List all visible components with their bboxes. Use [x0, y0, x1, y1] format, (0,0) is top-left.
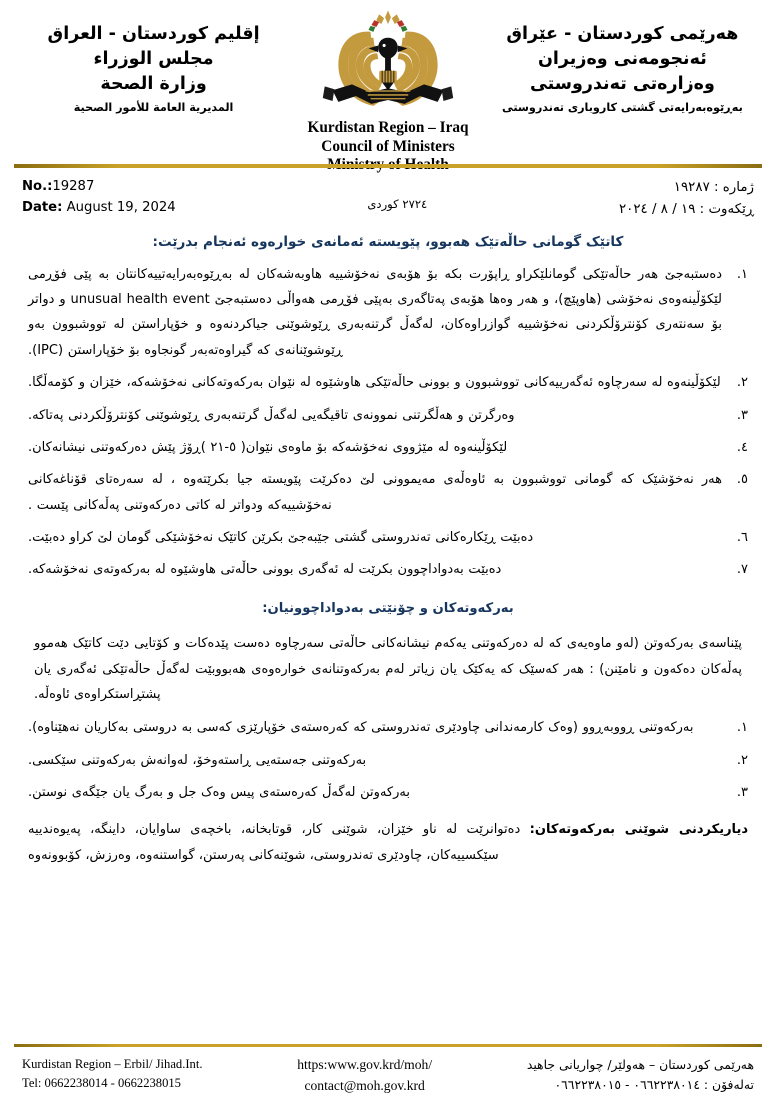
- contact-settings-text: دەتوانرێت له ناو خێزان، شوێنی کار، قوتابخانه، باخچەی ساوایان، داینگە، پەیوەندییه سێکسییەکان، چاودێری تەندروستی، شوێنەکانی پەرستن، گواستنەوە، وەرزش، کۆبوونەوە: [28, 822, 530, 863]
- list-item-number: ٦.: [736, 529, 748, 545]
- list-item-text: هەر نەخۆشێک که گومانی تووشبوون به ئاوەڵەی مەیموونی لێ دەکرێت پێویسته جیا بکرێتەوە ، له سەرەتای قۆناغەکانی نەخۆشییەکه ودواتر له کاتی دەرکەوتنی پەڵەکانی پێست .: [28, 472, 722, 513]
- list-item-text: دەبێت ڕێکارەکانی تەندروستی گشتی جێبەجێ بکرێن کاتێک نەخۆشێکی گومان لێ کراو دەبێت.: [28, 529, 534, 545]
- letterhead-arabic-block: [26, 8, 281, 116]
- letterhead-kurdish-block: [495, 8, 750, 116]
- list-item: [28, 262, 748, 363]
- meta-english: [22, 177, 176, 218]
- list-item-number: ٣.: [736, 785, 748, 801]
- list-item: [28, 715, 748, 740]
- reference-date-row: [0, 168, 776, 220]
- list-item-number: ٥.: [736, 472, 748, 488]
- list-item-text: لێکۆڵینەوە له سەرچاوه ئەگەرییەکانی تووشبوون و بوونی حاڵەتێکی هاوشێوه له نێوان بەرکەوتەکانی نەخۆشەکه، خێزان و کۆمەڵگا.: [28, 375, 721, 391]
- list-item: [28, 557, 748, 582]
- letterhead-kurdish-council: ئەنجومەنی وەزیران: [537, 48, 707, 69]
- list-item-text: لێکۆڵینەوە له مێژووی نەخۆشەکه بۆ ماوەی نێوان( ٥-٢١ )ڕۆژ پێش دەرکەوتنی نیشانەکان.: [28, 439, 508, 455]
- reference-number-value: 19287: [52, 179, 95, 194]
- emblem-title-line2: Council of Ministers: [321, 137, 455, 155]
- letterhead-kurdish-directorate: بەڕێوەبەرایەتی گشتی کاروباری تەندروستی: [502, 100, 743, 114]
- footer-address-line-ku: هەرێمی کوردستان – هەولێر/ چواریانی جاهید: [526, 1057, 754, 1073]
- list-item: [28, 467, 748, 518]
- page-title: کاتێک گومانی حاڵەتێک هەبوو، پێویسته ئەمانەی خوارەوە ئەنجام بدرێت:: [152, 234, 624, 251]
- reference-number-ku: ژماره : ١٩٢٨٧: [673, 180, 754, 195]
- list-item: [28, 435, 748, 460]
- list-item-number: ١.: [736, 720, 748, 736]
- contact-settings-paragraph: [28, 817, 748, 868]
- letterhead: [0, 0, 776, 160]
- letterhead-kurdish-ministry: وەزارەتی تەندروستی: [529, 73, 715, 94]
- list-item-number: ١.: [736, 266, 748, 282]
- list-item: [28, 780, 748, 805]
- letterhead-arabic-region: إقليم كوردستان - العراق: [47, 24, 260, 44]
- contact-definition-paragraph: پێناسەی بەرکەوتن (لەو ماوەیەی که له دەرکەوتنی یەکەم نیشانەکانی حاڵەتی سەرچاوه دەست پێدەکات و کۆتایی دێت کاتێک هەموو پەڵەکان دەکەون و نامێنن) : هەر کەسێک که یەکێک یان زیاتر لەم بەرکەوتنانەی خوارەوەی هەبووبێت لەگەڵ حاڵەتێکی ئەگەری یان پشتڕاستکراوەی ئاوەڵە.: [34, 636, 742, 703]
- footer-address-line: Kurdistan Region – Erbil/ Jihad.Int.: [22, 1057, 203, 1072]
- list-item-text: دەبێت بەدواداچوون بکرێت له ئەگەری بوونی حاڵەتی هاوشێوە له بەرکەوتەی نەخۆشەکه.: [28, 562, 502, 578]
- footer: [0, 1044, 776, 1100]
- letterhead-arabic-directorate: المديرية العامة للأمور الصحية: [73, 100, 234, 114]
- section-heading-contacts: بەرکەوتەکان و چۆنێتی بەدواداچوونیان:: [262, 600, 514, 616]
- contact-type-list: [28, 715, 748, 805]
- list-item: [28, 525, 748, 550]
- reference-number-en: [22, 177, 176, 198]
- document-date-ku: ڕێکەوت : ١٩ / ٨ / ٢٠٢٤: [618, 201, 754, 217]
- list-item-text: بەرکەوتنی ڕووبەڕوو (وەک کارمەندانی چاودێری تەندروستی که کەرەستەی خۆپارێزی کەسی به دروستی بەکاریان نەهێناوه).: [28, 720, 694, 736]
- kurdistan-eagle-emblem-icon: [315, 8, 461, 118]
- letterhead-kurdish-region: هەرێمی کوردستان - عێراق: [506, 24, 739, 44]
- letterhead-arabic-ministry: وزارة الصحة: [100, 73, 207, 94]
- reference-number-label: No.:: [22, 179, 53, 194]
- document-date-label: Date:: [22, 199, 63, 215]
- footer-email-link[interactable]: contact@moh.gov.krd: [304, 1077, 425, 1093]
- list-item-number: ٧.: [736, 562, 748, 578]
- list-item-number: ٢.: [736, 752, 748, 768]
- list-item-text: دەستبەجێ هەر حاڵەتێکی گومانلێکراو ڕاپۆرت بکه بۆ هۆبەی نەخۆشییه هاوبەشەکان له بەڕێوەبەرایەتییەکانتان به پێی فۆڕمی لێکۆڵینەوەی نەخۆشی (هاوپێچ)، و هەر وەها هۆبەی پەتاگەری بەپێی فۆڕمی هەواڵی دەستبەجێ unusual health event و دواتر بۆ سەنتەری کۆنترۆڵکردنی نەخۆشییه گوازراوەکان، لەگەڵ گرتنەبەری ڕێوشوێنی جیاکردنەوە و خۆپاراستن له تووشبوون بەو ڕێوشوێنانەی که گیراوەتەبەر گونجاوه بۆ خۆپاراستن (IPC).: [28, 266, 723, 358]
- footer-address-kurdish: [527, 1055, 754, 1095]
- letterhead-arabic-council: مجلس الوزراء: [93, 48, 214, 69]
- footer-phone-line: Tel: 0662238014 - 0662238015: [22, 1075, 181, 1090]
- list-item: [28, 403, 748, 428]
- list-item-text: بەرکەوتن لەگەڵ کەرەستەی پیس وەک جل و بەرگ یان جێگەی نوستن.: [28, 785, 410, 801]
- list-item-text: وەرگرتن و هەڵگرتنی نموونەی تاقیگەیی لەگەڵ گرتنەبەری ڕێوشوێنی کۆنترۆڵکردنی پەتاکه.: [28, 407, 515, 423]
- footer-address-english: [22, 1055, 203, 1092]
- footer-website-link[interactable]: https:www.gov.krd/moh/: [297, 1057, 433, 1073]
- list-item-text: بەرکەوتنی جەستەیی ڕاستەوخۆ، لەوانەش بەرکەوتنی سێکسی.: [28, 752, 367, 768]
- list-item: [28, 748, 748, 773]
- footer-columns: [0, 1047, 776, 1096]
- emblem-title-line1: Kurdistan Region – Iraq: [307, 119, 469, 136]
- document-date-value: August 19, 2024: [66, 199, 176, 215]
- document-body: [0, 220, 776, 1043]
- footer-phone-line-ku: تەلەفۆن : ٠٦٦٢٢٣٨٠١٤ - ٠٦٦٢٢٣٨٠١٥: [554, 1077, 754, 1093]
- list-item-number: ٢.: [736, 375, 748, 391]
- meta-kurdish: [619, 177, 754, 220]
- document-date-en: [22, 198, 176, 219]
- list-item: [28, 370, 748, 395]
- contact-settings-label: دیاریکردنی شوێنی بەرکەوتەکان:: [529, 822, 748, 838]
- procedure-list: [28, 262, 748, 583]
- emblem-block: [281, 8, 495, 175]
- list-item-number: ٤.: [736, 439, 748, 455]
- footer-web-contact: [297, 1055, 432, 1096]
- kurdish-calendar-year: ٢٧٢٤ کوردی: [367, 197, 428, 211]
- list-item-number: ٣.: [736, 407, 748, 423]
